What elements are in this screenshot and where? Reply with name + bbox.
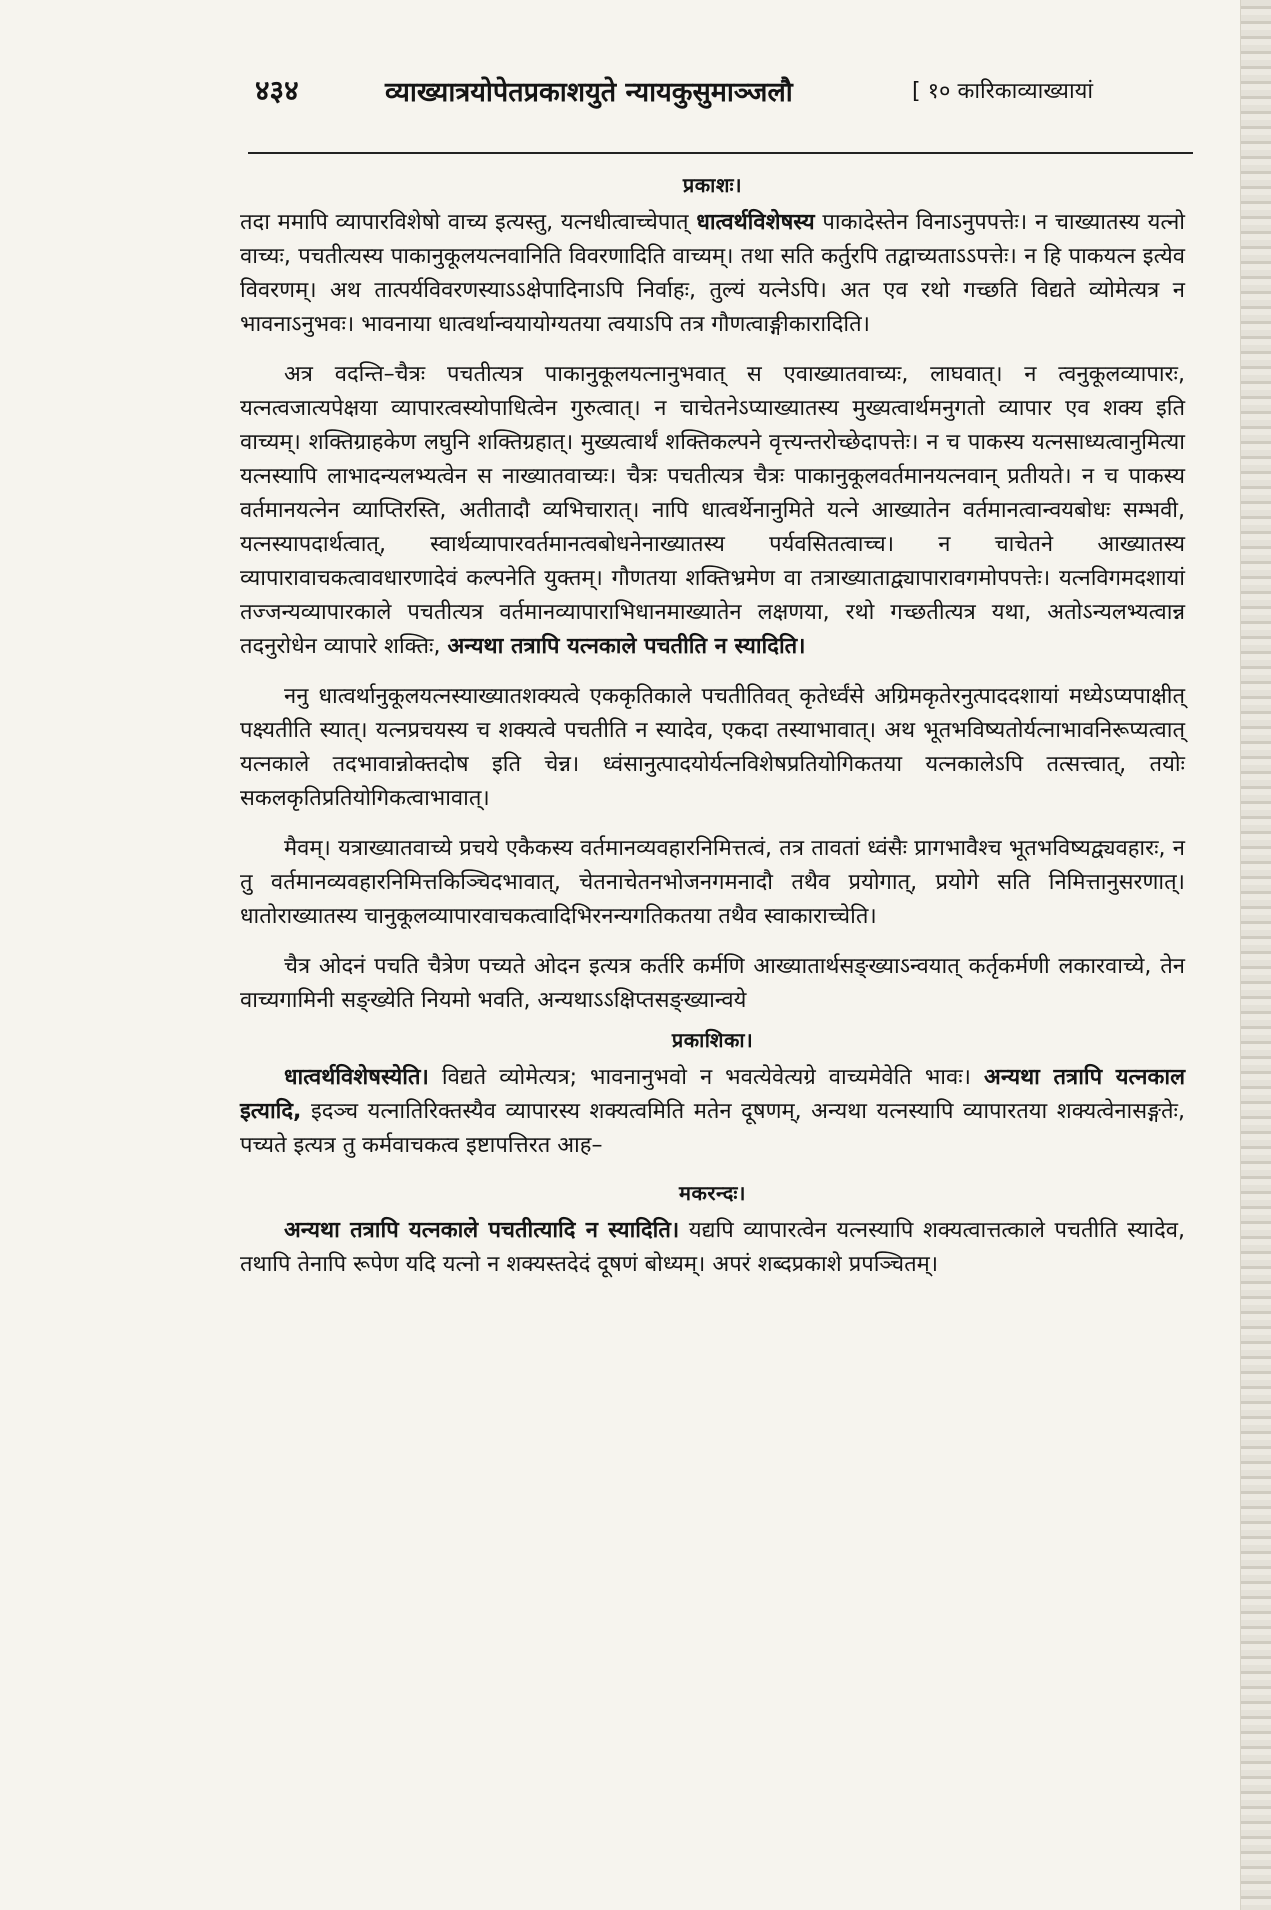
section-heading-makaranda: मकरन्दः। [679,1181,746,1205]
running-header [255,62,1185,118]
paragraph: अन्यथा तत्रापि यत्नकाले पचतीत्यादि न स्यादिति। यद्यपि व्यापारत्वेन यत्नस्यापि शक्यत्वात्तत्काले पचतीति स्यादेव, तथापि तेनापि रूपेण यदि यत्नो न शक्यस्तदेदं दूषणं बोध्यम्। अपरं शब्दप्रकाशे प्रपञ्चितम्। [240,1218,1185,1277]
paragraph: अत्र वदन्ति–चैत्रः पचतीत्यत्र पाकानुकूलयत्नानुभवात् स एवाख्यातवाच्यः, लाघवात्। न त्वनुकूलव्यापारः, यत्नत्वजात्यपेक्षया व्यापारत्वस्योपाधित्वेन गुरुत्वात्। न चाचेतनेऽप्याख्यातस्य मुख्यत्वार्थमनुगतो व्यापार एव शक्य इति वाच्यम्। शक्तिग्राहकेण लघुनि शक्तिग्रहात्। मुख्यत्वार्थं शक्तिकल्पने वृत्त्यन्तरोच्छेदापत्तेः। न च पाकस्य यत्नसाध्यत्वानुमित्या यत्नस्यापि लाभादन्यलभ्यत्वेन स नाख्यातवाच्यः। चैत्रः पचतीत्यत्र चैत्रः पाकानुकूलवर्तमानयत्नवान् प्रतीयते। न च पाकस्य वर्तमानयत्नेन व्याप्तिरस्ति, अतीतादौ व्यभिचारात्। नापि धात्वर्थेनानुमिते यत्ने आख्यातेन वर्तमानत्वान्वयबोधः सम्भवी, यत्नस्यापदार्थत्वात्, स्वार्थव्यापारवर्तमानत्वबोधनेनाख्यातस्य पर्यवसितत्वाच्च। न चाचेतने आख्यातस्य व्यापारावाचकत्वावधारणादेवं कल्पनेति युक्तम्। गौणतया शक्तिभ्रमेण वा तत्राख्याताद्व्यापारावगमोपपत्तेः। यत्नविगमदशायां तज्जन्यव्यापारकाले पचतीत्यत्र वर्तमानव्यापाराभिधानमाख्यातेन लक्षणया, रथो गच्छतीत्यत्र यथा, अतोऽन्यलभ्यत्वान्न तदनुरोधेन व्यापारे शक्तिः, अन्यथा तत्रापि यत्नकाले पचतीति न स्यादिति। [240,362,1185,659]
running-section: [ १० कारिकाव्याख्यायां [912,79,1094,104]
page-number: ४३४ [255,74,299,107]
section-heading-prakashika: प्रकाशिका। [671,1028,754,1052]
section-heading-prakasha: प्रकाशः। [682,173,743,197]
running-title: व्याख्यात्रयोपेतप्रकाशयुते न्यायकुसुमाञ्जलौ [385,76,793,108]
paragraph: चैत्र ओदनं पचति चैत्रेण पच्यते ओदन इत्यत्र कर्तरि कर्मणि आख्यातार्थसङ्ख्याऽन्वयात् कर्तृकर्मणी लकारवाच्ये, तेन वाच्यगामिनी सङ्ख्येति नियमो भवति, अन्यथाऽऽक्षिप्तसङ्ख्यान्वये [240,954,1185,1013]
page-body [240,163,1185,1298]
paragraph: तदा ममापि व्यापारविशेषो वाच्य इत्यस्तु, यत्नधीत्वाच्चेपात् धात्वर्थविशेषस्य पाकादेस्तेन विनाऽनुपपत्तेः। न चाख्यातस्य यत्नो वाच्यः, पचतीत्यस्य पाकानुकूलयत्नवानिति विवरणादिति वाच्यम्। तथा सति कर्तुरपि तद्वाच्यताऽऽपत्तेः। न हि पाकयत्न इत्येव विवरणम्। अथ तात्पर्यविवरणस्याऽऽक्षेपादिनाऽपि निर्वाहः, तुल्यं यत्नेऽपि। अत एव रथो गच्छति विद्यते व्योमेत्यत्र न भावनाऽनुभवः। भावनाया धात्वर्थान्वयायोग्यतया त्वयाऽपि तत्र गौणत्वाङ्गीकारादिति। [240,210,1185,337]
paragraph: धात्वर्थविशेषस्येति। विद्यते व्योमेत्यत्र; भावनानुभवो न भवत्येवेत्यग्रे वाच्यमेवेति भावः। अन्यथा तत्रापि यत्नकाल इत्यादि, इदञ्च यत्नातिरिक्तस्यैव व्यापारस्य शक्यत्वमिति मतेन दूषणम्, अन्यथा यत्नस्यापि व्यापारतया शक्यत्वेनासङ्गतेः, पच्यते इत्यत्र तु कर्मवाचकत्व इष्टापत्तिरत आह– [240,1065,1185,1158]
paragraph: मैवम्। यत्राख्यातवाच्ये प्रचये एकैकस्य वर्तमानव्यवहारनिमित्तत्वं, तत्र तावतां ध्वंसैः प्रागभावैश्च भूतभविष्यद्व्यवहारः, न तु वर्तमानव्यवहारनिमित्तकिञ्चिदभावात्, चेतनाचेतनभोजनगमनादौ तथैव प्रयोगात्, प्रयोगे सति निमित्तानुसरणात्। धातोराख्यातस्य चानुकूलव्यापारवाचकत्वादिभिरनन्यगतिकतया तथैव स्वाकाराच्चेति। [240,836,1185,929]
paragraph: ननु धात्वर्थानुकूलयत्नस्याख्यातशक्यत्वे एककृतिकाले पचतीतिवत् कृतेर्ध्वंसे अग्रिमकृतेरनुत्पाददशायां मध्येऽप्यपाक्षीत् पक्ष्यतीति स्यात्। यत्नप्रचयस्य च शक्यत्वे पचतीति न स्यादेव, एकदा तस्याभावात्। अथ भूतभविष्यतोर्यत्नाभावनिरूप्यत्वात् यत्नकाले तदभावान्नोक्तदोष इति चेन्न। ध्वंसानुत्पादयोर्यत्नविशेषप्रतियोगिकतया यत्नकालेऽपि तत्सत्त्वात्, तयोः सकलकृतिप्रतियोगिकत्वाभावात्। [240,684,1185,811]
book-spine-edge [1240,0,1271,1910]
header-rule [248,152,1193,154]
